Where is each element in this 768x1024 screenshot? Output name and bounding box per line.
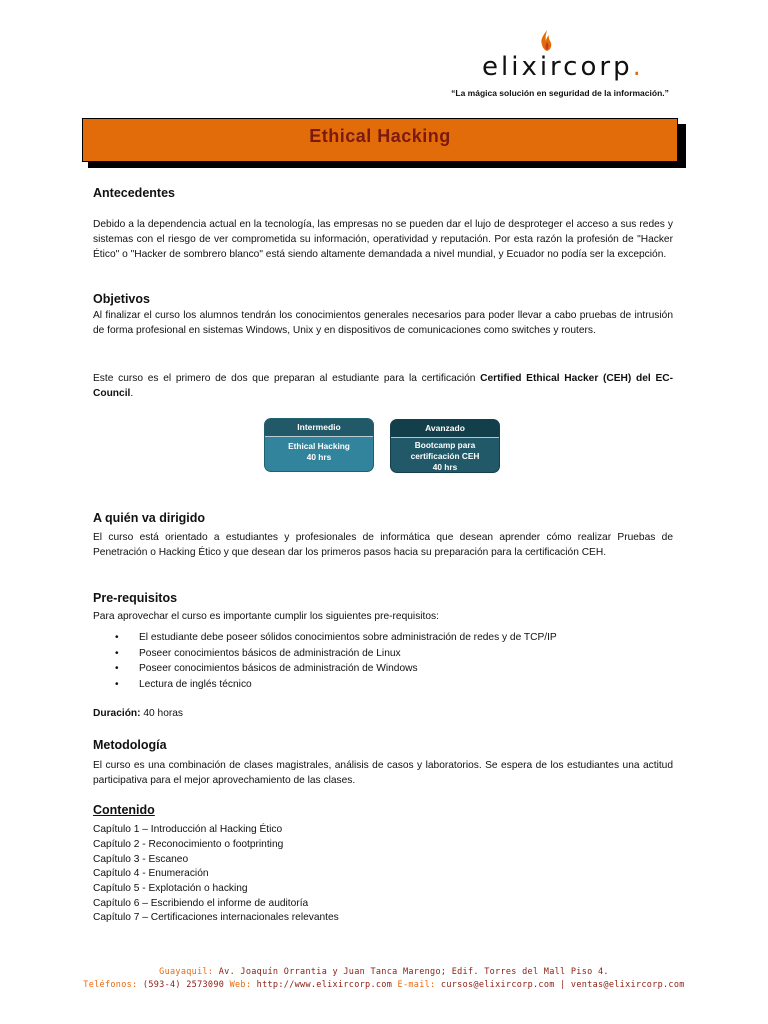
heading-contenido: Contenido xyxy=(93,803,155,817)
footer-address: Guayaquil: Av. Joaquín Orrantia y Juan Tanca Marengo; Edif. Torres del Mall Piso 4. xyxy=(159,967,609,977)
paragraph-antecedentes: Debido a la dependencia actual en la tecnología, las empresas no se pueden dar el lujo de desproteger el acceso a sus redes y sistemas con el riesgo de ver comprometida su información, operatividad y reputación. Por esta razón la profesión de "Hacker Ético" o "Hacker de sombrero blanco" está siendo altamente demandada a nivel mundial, y Ecuador no podía ser la excepción. xyxy=(93,219,673,260)
course-details: Bootcamp para certificación CEH 40 hrs xyxy=(410,440,480,472)
heading-metodologia: Metodología xyxy=(93,738,167,752)
course-level: Avanzado xyxy=(391,420,499,438)
chapter-item: Capítulo 4 - Enumeración xyxy=(93,868,209,879)
prerequisitos-list xyxy=(115,630,557,692)
heading-prerequisitos: Pre-requisitos xyxy=(93,591,178,605)
course-box-intermedio xyxy=(264,418,374,472)
chapter-item: Capítulo 2 - Reconocimiento o footprinting xyxy=(93,839,284,850)
duration: Duración: 40 horas xyxy=(93,708,184,719)
paragraph-metodologia: El curso es una combinación de clases magistrales, análisis de casos y laboratorios. Se espera de los estudiantes una actitud participativa para el mejor aprovechamiento de las clases. xyxy=(93,760,673,786)
title-banner xyxy=(82,118,678,162)
footer-contacts: Teléfonos: (593-4) 2573090 Web: http://www.elixircorp.com E-mail: cursos@elixircorp.com | ventas@elixircorp.com xyxy=(83,980,685,990)
course-box-avanzado xyxy=(390,419,500,473)
paragraph-certification: Este curso es el primero de dos que preparan al estudiante para la certificación Certified Ethical Hacker (CEH) del EC-Council. xyxy=(93,373,673,399)
paragraph-dirigido: El curso está orientado a estudiantes y profesionales de informática que desean aprender cómo realizar Pruebas de Penetración o Hacking Ético y que desean dar los primeros pasos hacia su preparación para la certificación CEH. xyxy=(93,532,673,558)
heading-objetivos: Objetivos xyxy=(93,292,150,306)
list-item: • Poseer conocimientos básicos de administración de Windows xyxy=(115,661,557,677)
company-logo xyxy=(482,30,642,86)
list-item: • El estudiante debe poseer sólidos conocimientos sobre administración de redes y de TCP/IP xyxy=(115,630,557,646)
logo-wordmark: elixircorp. xyxy=(482,52,644,82)
website-link[interactable]: http://www.elixircorp.com xyxy=(251,980,398,990)
tagline: “La mágica solución en seguridad de la información.” xyxy=(451,88,669,98)
chapter-item: Capítulo 7 – Certificaciones internacionales relevantes xyxy=(93,912,339,923)
chapter-item: Capítulo 5 - Explotación o hacking xyxy=(93,883,248,894)
certification-name: Certified Ethical Hacker (CEH) del EC-Council xyxy=(93,373,673,399)
chapter-item: Capítulo 6 – Escribiendo el informe de auditoría xyxy=(93,898,309,909)
course-level: Intermedio xyxy=(265,419,373,437)
heading-antecedentes: Antecedentes xyxy=(93,186,175,200)
list-item: • Poseer conocimientos básicos de administración de Linux xyxy=(115,646,557,662)
course-details: Ethical Hacking 40 hrs xyxy=(288,441,350,462)
chapter-item: Capítulo 1 – Introducción al Hacking Ético xyxy=(93,824,283,835)
email-link[interactable]: cursos@elixircorp.com | ventas@elixircorp.com xyxy=(435,980,685,990)
heading-dirigido: A quién va dirigido xyxy=(93,511,206,525)
prerequisitos-intro: Para aprovechar el curso es importante cumplir los siguientes pre-requisitos: xyxy=(93,611,439,622)
page-title: Ethical Hacking xyxy=(309,125,451,146)
paragraph-objetivos: Al finalizar el curso los alumnos tendrán los conocimientos generales necesarios para poder llevar a cabo pruebas de intrusión de forma profesional en sistemas Windows, Unix y en dispositivos de comunicaciones como switches y routers. xyxy=(93,310,673,336)
chapter-item: Capítulo 3 - Escaneo xyxy=(93,854,189,865)
list-item: • Lectura de inglés técnico xyxy=(115,677,557,693)
